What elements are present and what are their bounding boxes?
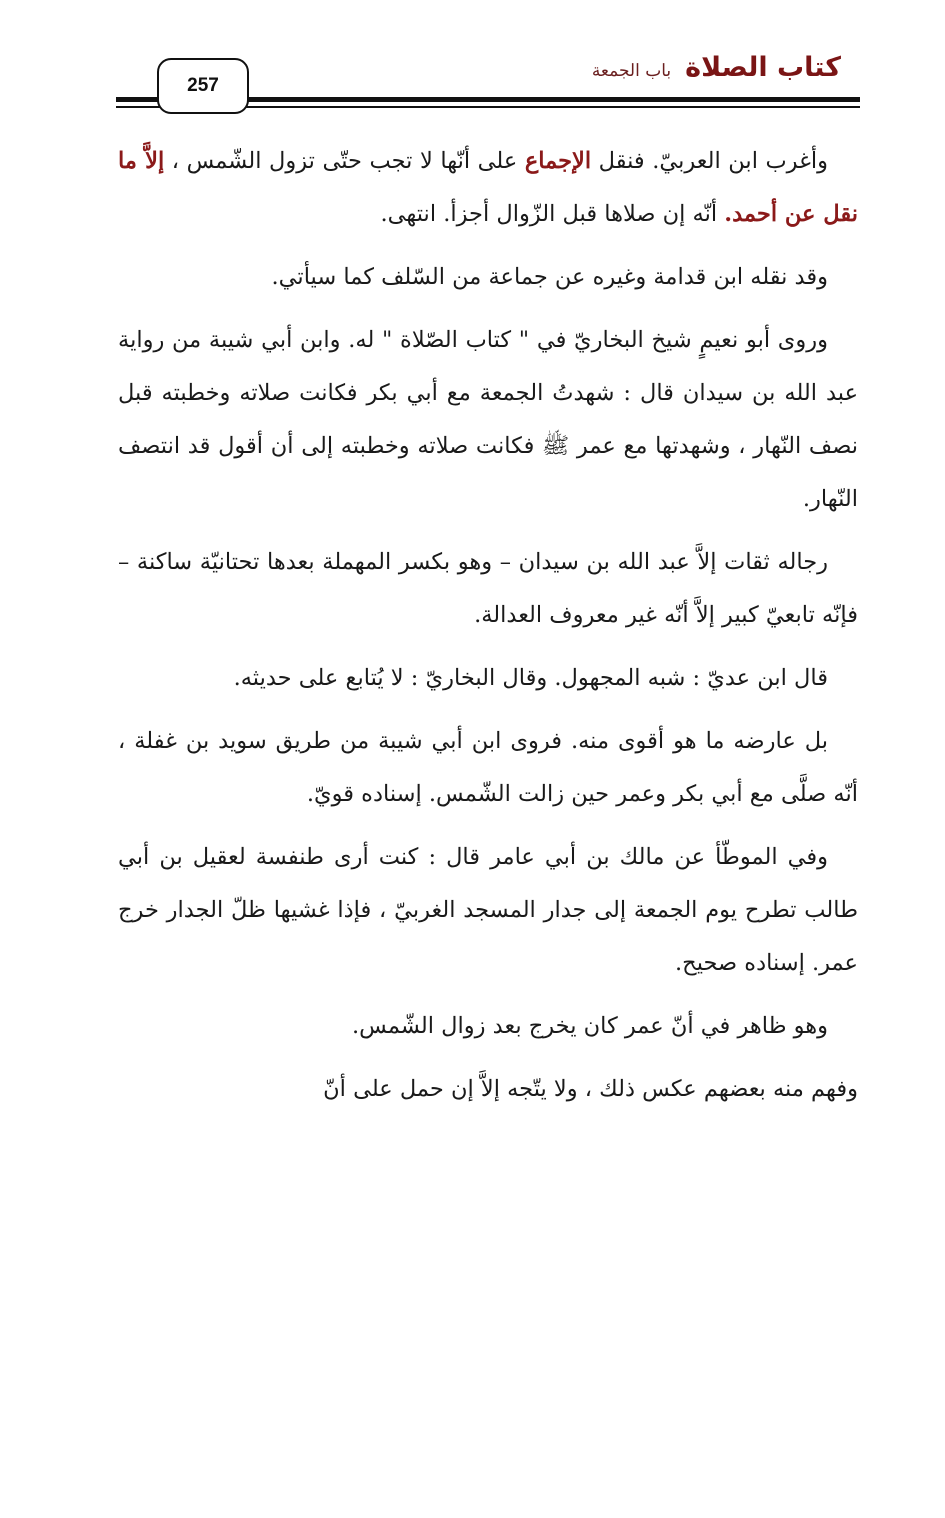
chapter-title: باب الجمعة	[591, 61, 672, 81]
paragraph-2: وقد نقله ابن قدامة وغيره عن جماعة من السّلف كما سيأتي.	[271, 264, 828, 290]
page-body	[118, 135, 858, 1126]
paragraph-5: قال ابن عديّ : شبه المجهول. وقال البخاريّ : لا يُتابع على حديثه.	[233, 665, 828, 691]
paragraph-1	[118, 135, 858, 241]
page-number: 257	[187, 75, 219, 96]
paragraph-6: بل عارضه ما هو أقوى منه. فروى ابن أبي شيبة من طريق سويد بن غفلة ، أنّه صلَّى مع أبي بكر وعمر حين زالت الشّمس. إسناده قويّ.	[118, 728, 858, 807]
highlight-ijma: الإجماع	[524, 148, 592, 174]
paragraph-1-text-b: على أنّها لا تجب حتّى تزول الشّمس ،	[164, 148, 525, 174]
paragraph-7: وفي الموطّأ عن مالك بن أبي عامر قال : كنت أرى طنفسة لعقيل بن أبي طالب تطرح يوم الجمعة إلى جدار المسجد الغربيّ ، فإذا غشيها ظلّ الجدار خرج عمر. إسناده صحيح.	[118, 844, 858, 976]
page-number-box	[157, 58, 249, 114]
paragraph-4: رجاله ثقات إلاَّ عبد الله بن سيدان – وهو بكسر المهملة بعدها تحتانيّة ساكنة – فإنّه تابعيّ كبير إلاَّ أنّه غير معروف العدالة.	[118, 549, 858, 628]
paragraph-1-text-c: أنّه إن صلاها قبل الزّوال أجزأ. انتهى.	[380, 201, 725, 227]
paragraph-3: وروى أبو نعيمٍ شيخ البخاريّ في " كتاب الصّلاة " له. وابن أبي شيبة من رواية عبد الله بن سيدان قال : شهدتُ الجمعة مع أبي بكر فكانت صلاته وخطبته قبل نصف النّهار ، وشهدتها مع عمر ﷺ فكانت صلاته وخطبته إلى أن أقول قد انتصف النّهار.	[118, 327, 858, 512]
paragraph-1-text-a: وأغرب ابن العربيّ. فنقل	[591, 148, 828, 174]
highlight-ahmad: إلاَّ ما نقل عن أحمد.	[118, 148, 858, 227]
paragraph-9: وفهم منه بعضهم عكس ذلك ، ولا يتّجه إلاَّ إن حمل على أنّ	[323, 1076, 858, 1102]
running-head	[592, 52, 841, 83]
page-header	[0, 0, 945, 120]
paragraph-8: وهو ظاهر في أنّ عمر كان يخرج بعد زوال الشّمس.	[352, 1013, 828, 1039]
book-title: كتاب الصلاة	[685, 52, 841, 83]
